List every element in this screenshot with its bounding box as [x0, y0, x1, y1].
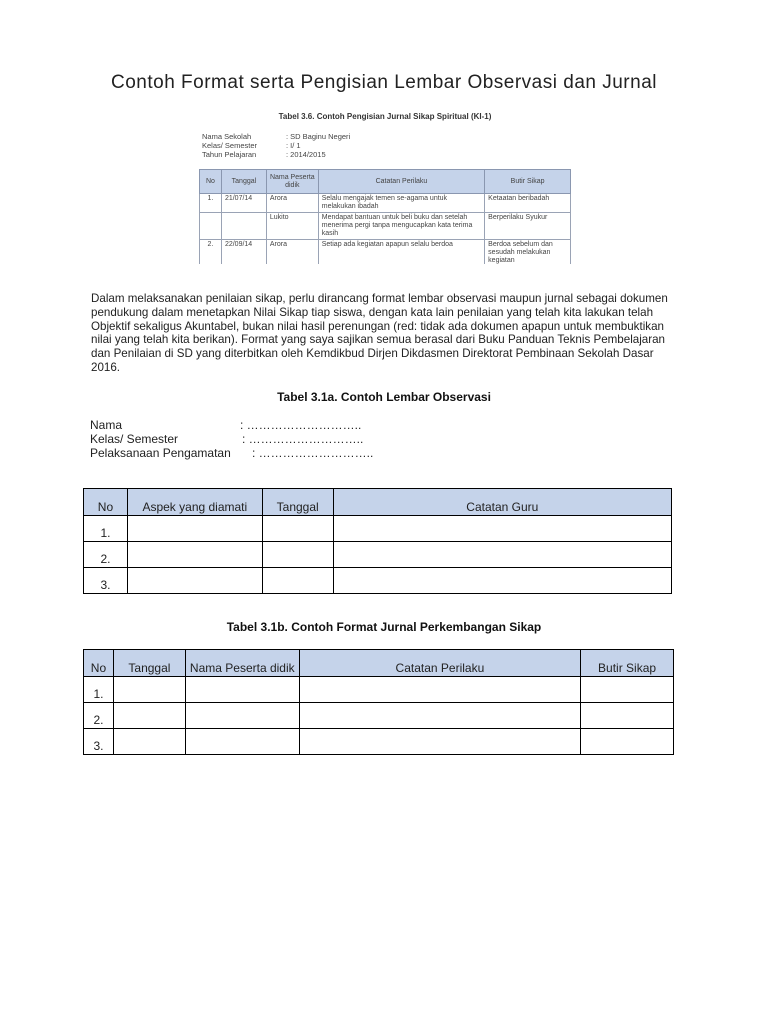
- embedded-table-caption: Tabel 3.6. Contoh Pengisian Jurnal Sikap Spiritual (KI-1): [278, 112, 492, 121]
- cell: [262, 542, 333, 568]
- table-row: [200, 194, 571, 213]
- cell: [581, 703, 674, 729]
- cell: [333, 542, 671, 568]
- cell: [200, 213, 222, 240]
- table-row: [84, 568, 672, 594]
- table-header: No: [84, 650, 114, 677]
- field-row: [90, 418, 362, 432]
- journal-table: [83, 649, 674, 755]
- cell: [185, 703, 299, 729]
- cell: [185, 677, 299, 703]
- cell: Lukito: [266, 213, 318, 240]
- row-number: 3.: [84, 568, 128, 594]
- cell: [581, 677, 674, 703]
- row-number: 2.: [84, 542, 128, 568]
- observation-fields: [90, 418, 374, 460]
- meta-label: Nama Sekolah: [202, 132, 252, 141]
- cell: 22/09/14: [221, 240, 266, 265]
- cell: Setiap ada kegiatan apapun selalu berdoa: [318, 240, 484, 265]
- field-value: : ………………………..: [252, 446, 374, 460]
- table-header: Catatan Guru: [333, 489, 671, 516]
- cell: [113, 703, 185, 729]
- table-row: [84, 677, 674, 703]
- table-row: [84, 729, 674, 755]
- meta-label: Tahun Pelajaran: [202, 150, 257, 159]
- cell: 2.: [200, 240, 222, 265]
- cell: Berdoa sebelum dan sesudah melakukan kegiatan: [485, 240, 571, 265]
- field-row: [90, 432, 364, 446]
- cell: [333, 516, 671, 542]
- table-header: Tanggal: [262, 489, 333, 516]
- cell: Arora: [266, 194, 318, 213]
- table-header: No: [84, 489, 128, 516]
- field-row: [90, 446, 374, 460]
- field-label: Nama: [90, 418, 123, 432]
- field-value: : ………………………..: [240, 418, 362, 432]
- cell: [333, 568, 671, 594]
- meta-value: : I/ 1: [286, 141, 301, 150]
- cell: [299, 703, 580, 729]
- table-header: Aspek yang diamati: [127, 489, 262, 516]
- cell: [299, 729, 580, 755]
- table-header: No: [200, 170, 222, 194]
- cell: Arora: [266, 240, 318, 265]
- row-number: 1.: [84, 677, 114, 703]
- cell: Ketaatan beribadah: [485, 194, 571, 213]
- cell: [262, 516, 333, 542]
- cell: [185, 729, 299, 755]
- cell: [127, 568, 262, 594]
- page-title: Contoh Format serta Pengisian Lembar Observasi dan Jurnal: [111, 72, 657, 93]
- cell: [127, 542, 262, 568]
- meta-value: : 2014/2015: [286, 150, 326, 159]
- intro-paragraph: Dalam melaksanakan penilaian sikap, perlu dirancang format lembar observasi maupun jurnal sebagai dokumen pendukung dalam menetapkan Nilai Sikap tiap siswa, dengan kata lain penilaian yang telah kita lakukan telah Objektif sekaligus Akuntabel, bukan nilai hasil perenungan (red: tidak ada dokumen apapun untuk membuktikan nilai yang telah kita berikan). Format yang saya sajikan semua berasal dari Buku Panduan Teknis Pembelajaran dan Penilaian di SD yang diterbitkan oleh Kemdikbud Dirjen Dikdasmen Direktorat Pembinaan Sekolah Dasar 2016.: [91, 292, 668, 374]
- meta-row: [202, 150, 326, 159]
- cell: Mendapat bantuan untuk beli buku dan setelah menerima pergi tanpa mengucapkan kata terima kasih: [318, 213, 484, 240]
- field-label: Kelas/ Semester: [90, 432, 179, 446]
- row-number: 3.: [84, 729, 114, 755]
- field-value: : ………………………..: [242, 432, 364, 446]
- cell: [262, 568, 333, 594]
- row-number: 2.: [84, 703, 114, 729]
- embedded-table: [199, 169, 571, 264]
- meta-value: : SD Baginu Negeri: [286, 132, 351, 141]
- cell: [221, 213, 266, 240]
- table-row: [84, 542, 672, 568]
- table-header: Catatan Perilaku: [318, 170, 484, 194]
- table-row: [200, 240, 571, 265]
- observation-table: [83, 488, 672, 594]
- meta-label: Kelas/ Semester: [202, 141, 258, 150]
- cell: [113, 677, 185, 703]
- cell: Selalu mengajak temen se-agama untuk melakukan ibadah: [318, 194, 484, 213]
- cell: 21/07/14: [221, 194, 266, 213]
- cell: Berperilaku Syukur: [485, 213, 571, 240]
- table-header: Butir Sikap: [485, 170, 571, 194]
- table-row: [200, 213, 571, 240]
- table-header: Catatan Perilaku: [299, 650, 580, 677]
- table-header: Nama Peserta didik: [266, 170, 318, 194]
- meta-row: [202, 132, 351, 141]
- cell: [299, 677, 580, 703]
- table-row: [84, 703, 674, 729]
- cell: [113, 729, 185, 755]
- table-row: [84, 516, 672, 542]
- table-header: Tanggal: [113, 650, 185, 677]
- table-b-caption: Tabel 3.1b. Contoh Format Jurnal Perkembangan Sikap: [226, 620, 542, 634]
- table-a-caption: Tabel 3.1a. Contoh Lembar Observasi: [277, 390, 491, 404]
- cell: [581, 729, 674, 755]
- cell: 1.: [200, 194, 222, 213]
- cell: [127, 516, 262, 542]
- table-header: Butir Sikap: [581, 650, 674, 677]
- table-header: Tanggal: [221, 170, 266, 194]
- embedded-table-image: [199, 110, 571, 264]
- table-header: Nama Peserta didik: [185, 650, 299, 677]
- row-number: 1.: [84, 516, 128, 542]
- meta-row: [202, 141, 301, 150]
- field-label: Pelaksanaan Pengamatan: [90, 446, 231, 460]
